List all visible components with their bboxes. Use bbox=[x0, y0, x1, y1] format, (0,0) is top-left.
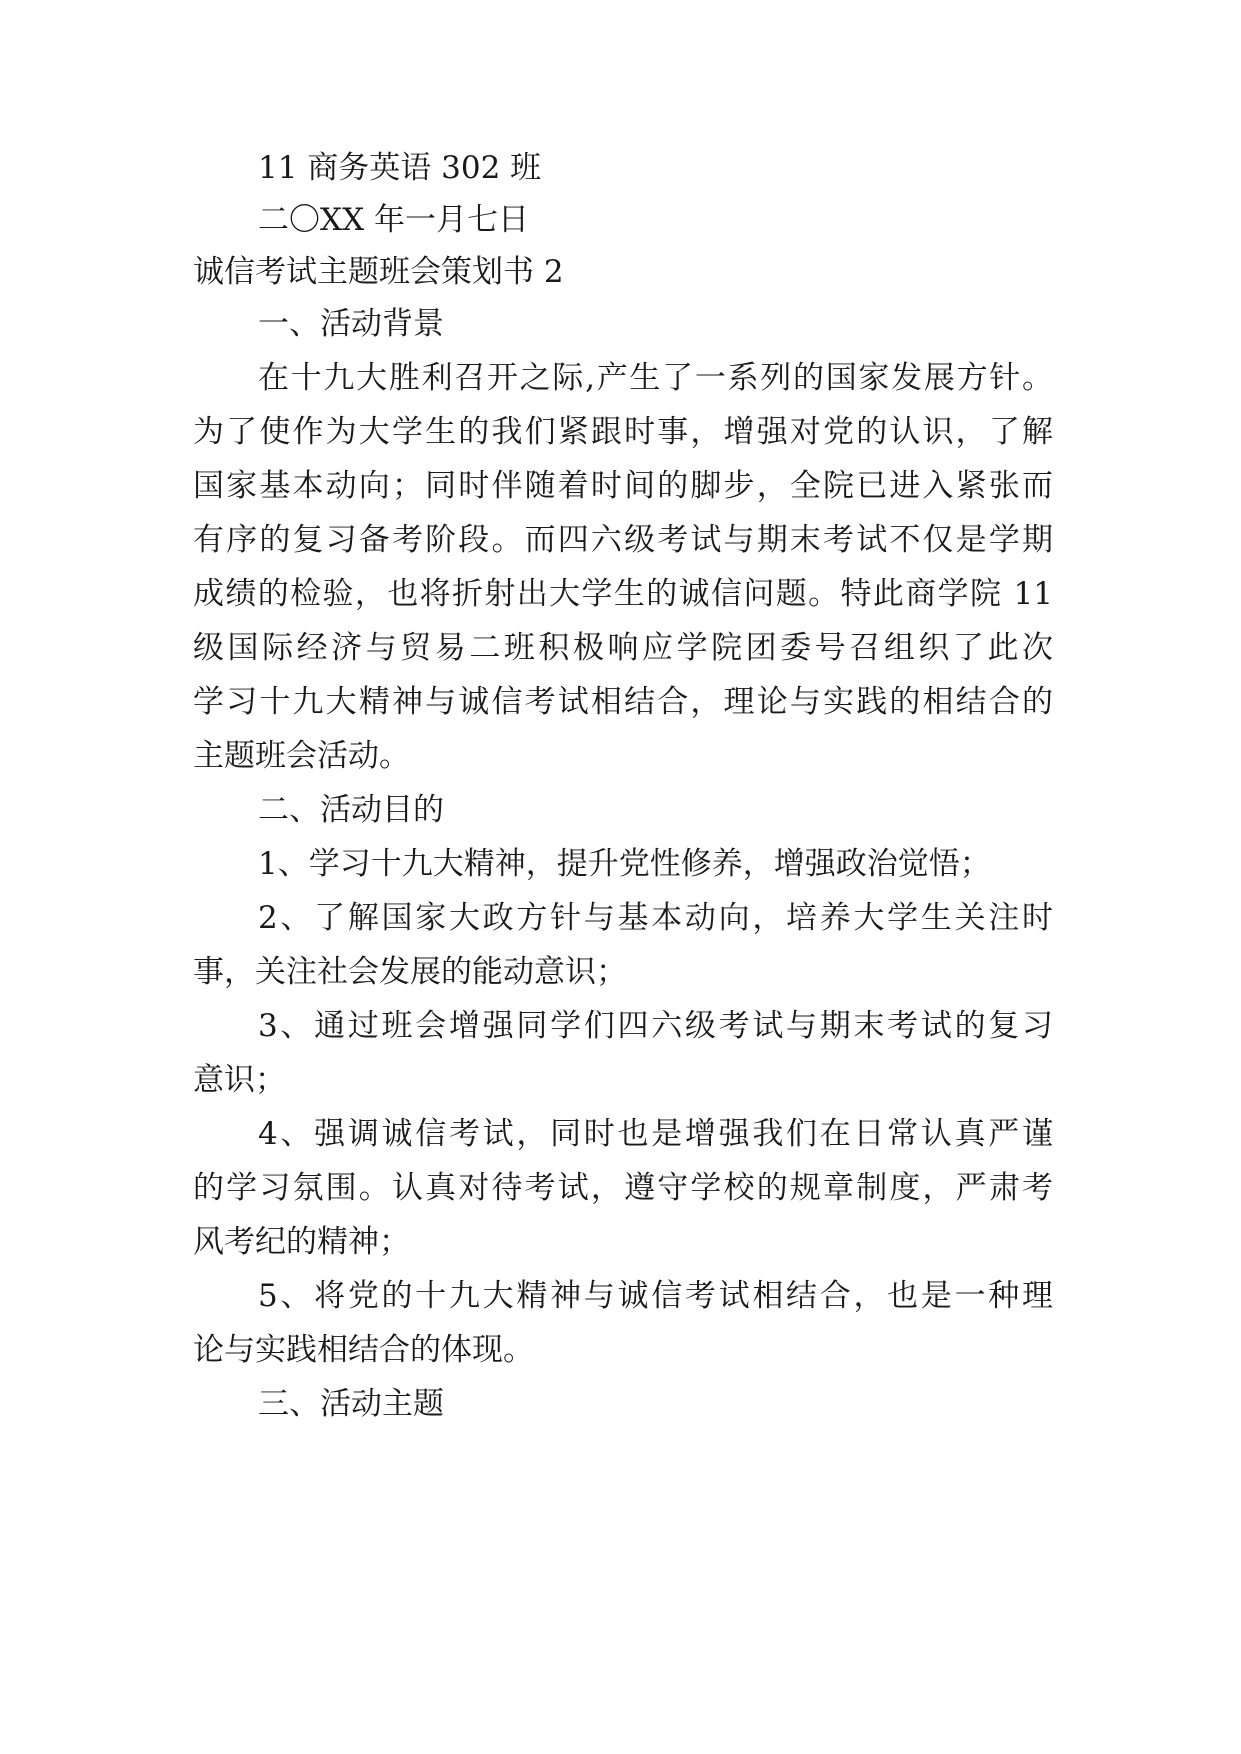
list-item-4-cont: 风考纪的精神； bbox=[193, 1224, 410, 1260]
list-item-5-cont: 论与实践相结合的体现。 bbox=[193, 1332, 534, 1368]
paragraph-line: 在十九大胜利召开之际,产生了一系列的国家发展方针。 bbox=[258, 360, 1053, 396]
date-line: 二〇XX 年一月七日 bbox=[258, 202, 529, 238]
paragraph-line: 国家基本动向；同时伴随着时间的脚步，全院已进入紧张而 bbox=[193, 468, 1053, 504]
paragraph-line: 学习十九大精神与诚信考试相结合，理论与实践的相结合的 bbox=[193, 684, 1053, 720]
section-heading-theme: 三、活动主题 bbox=[258, 1386, 444, 1422]
paragraph-line: 级国际经济与贸易二班积极响应学院团委号召组织了此次 bbox=[193, 630, 1053, 666]
paragraph-line: 为了使作为大学生的我们紧跟时事，增强对党的认识，了解 bbox=[193, 414, 1053, 450]
document-title: 诚信考试主题班会策划书 2 bbox=[193, 254, 564, 290]
paragraph-line: 有序的复习备考阶段。而四六级考试与期末考试不仅是学期 bbox=[193, 522, 1053, 558]
section-heading-background: 一、活动背景 bbox=[258, 306, 444, 342]
list-item-4-cont: 的学习氛围。认真对待考试，遵守学校的规章制度，严肃考 bbox=[193, 1170, 1053, 1206]
class-name-line: 11 商务英语 302 班 bbox=[258, 150, 542, 186]
list-item-5: 5、将党的十九大精神与诚信考试相结合，也是一种理 bbox=[258, 1278, 1053, 1314]
list-item-1: 1、学习十九大精神，提升党性修养，增强政治觉悟； bbox=[258, 846, 991, 882]
list-item-4: 4、强调诚信考试，同时也是增强我们在日常认真严谨 bbox=[258, 1116, 1053, 1152]
paragraph-line: 主题班会活动。 bbox=[193, 738, 410, 774]
section-heading-purpose: 二、活动目的 bbox=[258, 792, 444, 828]
list-item-3-cont: 意识； bbox=[193, 1062, 286, 1098]
list-item-3: 3、通过班会增强同学们四六级考试与期末考试的复习 bbox=[258, 1008, 1053, 1044]
paragraph-line: 成绩的检验，也将折射出大学生的诚信问题。特此商学院 11 bbox=[193, 576, 1053, 612]
list-item-2-cont: 事，关注社会发展的能动意识； bbox=[193, 954, 627, 990]
list-item-2: 2、了解国家大政方针与基本动向，培养大学生关注时 bbox=[258, 900, 1053, 936]
